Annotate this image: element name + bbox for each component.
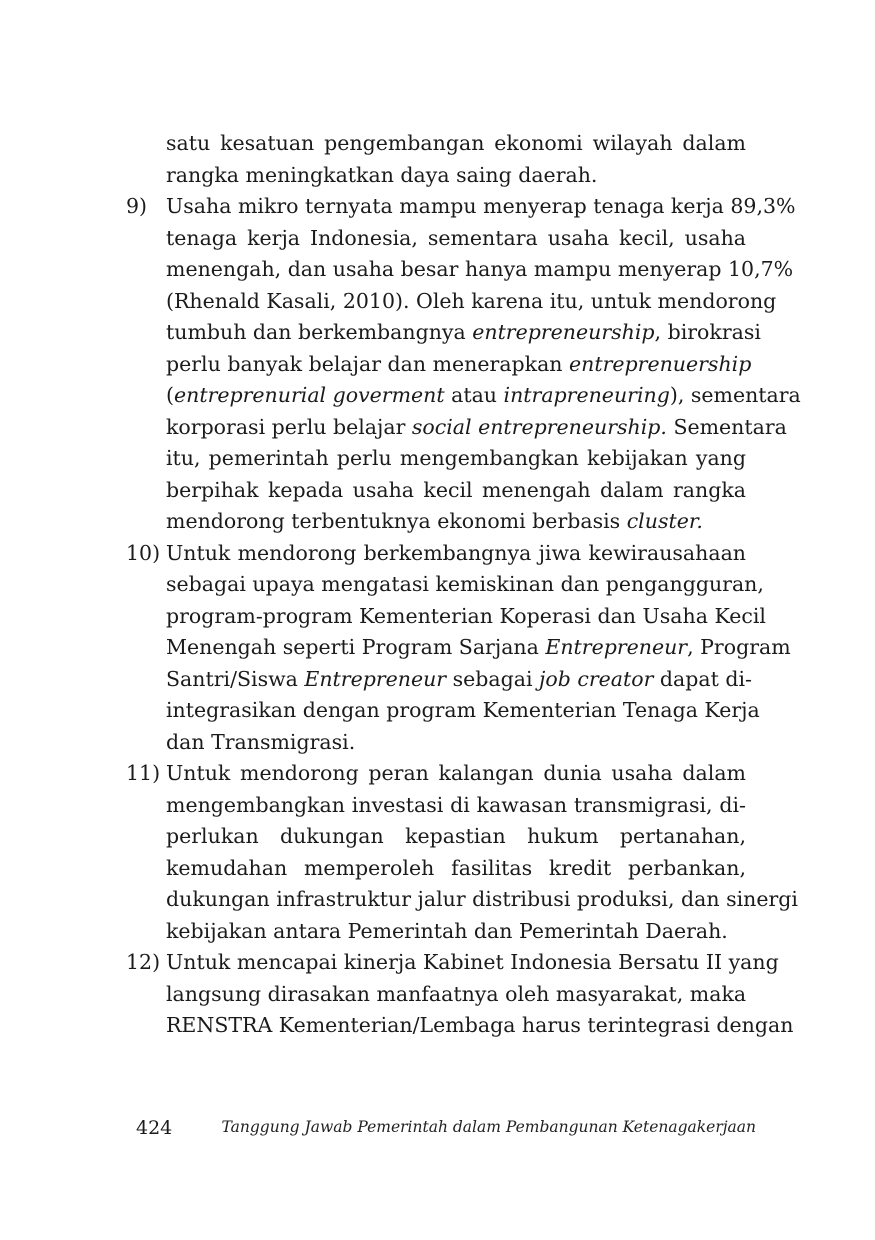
text-line bbox=[126, 695, 760, 727]
text-line bbox=[126, 947, 779, 979]
line-text bbox=[166, 349, 752, 381]
list-item bbox=[126, 758, 798, 947]
line-text bbox=[166, 538, 746, 570]
text-segment: berpihak kepada usaha kecil menengah dalam rangka bbox=[166, 477, 746, 502]
text-line bbox=[126, 254, 794, 286]
text-segment: dan Transmigrasi. bbox=[166, 729, 356, 754]
line-text bbox=[166, 979, 746, 1011]
text-segment: Menengah seperti Program Sarjana bbox=[166, 635, 546, 659]
italic-term: entreprenurial goverment bbox=[174, 383, 445, 407]
numbered-list bbox=[126, 128, 801, 1042]
line-text bbox=[166, 916, 746, 948]
text-line bbox=[126, 821, 746, 853]
text-segment: Sementara bbox=[666, 414, 787, 439]
text-segment: program-program Kementerian Koperasi dan Usaha Kecil bbox=[166, 603, 766, 628]
text-line bbox=[126, 569, 764, 601]
italic-term: entrepreneurship bbox=[472, 320, 655, 344]
line-text bbox=[166, 412, 787, 444]
text-segment: tenaga kerja Indonesia, sementara usaha kecil, usaha bbox=[166, 225, 746, 250]
list-item bbox=[126, 191, 801, 538]
text-line bbox=[126, 758, 746, 790]
italic-term: intrapreneuring bbox=[503, 383, 670, 407]
line-text bbox=[166, 223, 746, 255]
text-segment: perlukan dukungan kepastian hukum pertanahan, bbox=[166, 824, 746, 848]
text-line bbox=[126, 664, 752, 696]
list-item-number: 10) bbox=[126, 540, 161, 565]
text-segment: integrasikan dengan program Kementerian Tenaga Kerja bbox=[166, 698, 760, 722]
line-text bbox=[166, 632, 791, 664]
list-item bbox=[126, 538, 791, 759]
text-segment: Untuk mencapai kinerja Kabinet Indonesia Bersatu II yang bbox=[166, 950, 779, 974]
page-footer bbox=[136, 1117, 756, 1145]
line-text bbox=[166, 947, 779, 979]
line-text bbox=[166, 160, 746, 192]
text-segment: langsung dirasakan manfaatnya oleh masyarakat, maka bbox=[166, 981, 747, 1006]
line-text bbox=[166, 380, 801, 412]
text-line bbox=[126, 160, 746, 192]
text-segment: Untuk mendorong berkembangnya jiwa kewirausahaan bbox=[166, 540, 746, 565]
text-segment: sebagai bbox=[446, 666, 540, 691]
text-line bbox=[126, 475, 746, 507]
line-text bbox=[166, 821, 746, 853]
text-line bbox=[126, 727, 746, 759]
list-item-number: 11) bbox=[126, 761, 161, 785]
text-segment: rangka meningkatkan daya saing daerah. bbox=[166, 162, 598, 187]
text-segment: sebagai upaya mengatasi kemiskinan dan pengangguran, bbox=[166, 572, 764, 596]
line-text bbox=[166, 443, 746, 475]
text-line bbox=[126, 412, 787, 444]
text-line bbox=[126, 128, 746, 160]
text-line bbox=[126, 979, 746, 1011]
text-segment: kebijakan antara Pemerintah dan Pemerintah Daerah. bbox=[166, 918, 728, 943]
text-line bbox=[126, 884, 798, 916]
line-text bbox=[166, 569, 764, 601]
text-segment: Untuk mendorong peran kalangan dunia usaha dalam bbox=[166, 761, 746, 785]
text-segment: perlu banyak belajar dan menerapkan bbox=[166, 351, 570, 376]
text-segment: , birokrasi bbox=[654, 320, 761, 344]
line-text bbox=[166, 664, 752, 696]
text-segment: itu, pemerintah perlu mengembangkan kebijakan yang bbox=[166, 446, 746, 470]
text-line bbox=[126, 601, 766, 633]
italic-term: Entrepreneur bbox=[545, 635, 688, 659]
text-line bbox=[126, 506, 746, 538]
line-text bbox=[166, 128, 746, 160]
line-text bbox=[166, 475, 746, 507]
line-text bbox=[166, 695, 760, 727]
line-text bbox=[166, 1010, 794, 1042]
line-text bbox=[166, 758, 746, 790]
list-item bbox=[126, 947, 794, 1042]
text-segment: Usaha mikro ternyata mampu menyerap tenaga kerja 89,3% bbox=[166, 194, 796, 218]
list-item-number: 9) bbox=[126, 194, 148, 218]
text-segment: dukungan infrastruktur jalur distribusi produksi, dan sinergi bbox=[166, 887, 798, 911]
line-text bbox=[166, 727, 746, 759]
text-segment: menengah, dan usaha besar hanya mampu menyerap 10,7% bbox=[166, 257, 794, 281]
text-line bbox=[126, 349, 752, 381]
text-segment: dapat di- bbox=[653, 666, 752, 691]
text-line bbox=[126, 538, 746, 570]
text-line bbox=[126, 853, 746, 885]
italic-term: entreprenuership bbox=[569, 351, 752, 376]
line-text bbox=[166, 853, 746, 885]
text-line bbox=[126, 286, 777, 318]
italic-term: social entrepreneurship. bbox=[411, 414, 667, 439]
text-line bbox=[126, 916, 746, 948]
text-segment: ), sementara bbox=[669, 383, 801, 407]
text-segment: , Program bbox=[687, 635, 791, 659]
italic-term: cluster. bbox=[626, 509, 703, 533]
text-line bbox=[126, 317, 761, 349]
line-text bbox=[166, 884, 798, 916]
text-line bbox=[126, 380, 801, 412]
text-segment: ( bbox=[166, 383, 174, 407]
text-line bbox=[126, 223, 746, 255]
italic-term: Entrepreneur bbox=[304, 666, 447, 691]
text-line bbox=[126, 790, 746, 822]
line-text bbox=[166, 506, 746, 538]
text-segment: RENSTRA Kementerian/Lembaga harus terintegrasi dengan bbox=[166, 1013, 794, 1037]
text-segment: Santri/Siswa bbox=[166, 666, 305, 691]
text-segment: mengembangkan investasi di kawasan transmigrasi, di- bbox=[166, 792, 746, 817]
line-text bbox=[166, 317, 761, 349]
text-line bbox=[126, 443, 746, 475]
page-number: 424 bbox=[136, 1117, 173, 1139]
running-title: Tanggung Jawab Pemerintah dalam Pembangunan Ketenagakerjaan bbox=[221, 1118, 756, 1136]
text-segment: korporasi perlu belajar bbox=[166, 414, 412, 439]
line-text bbox=[166, 286, 777, 318]
text-segment: kemudahan memperoleh fasilitas kredit perbankan, bbox=[166, 855, 746, 880]
line-text bbox=[166, 254, 794, 286]
italic-term: job creator bbox=[539, 666, 654, 691]
text-line bbox=[126, 632, 791, 664]
text-line bbox=[126, 191, 796, 223]
line-text bbox=[166, 191, 796, 223]
text-segment: satu kesatuan pengembangan ekonomi wilayah dalam bbox=[166, 131, 746, 155]
line-text bbox=[166, 601, 766, 633]
text-segment: atau bbox=[444, 383, 504, 407]
text-segment: mendorong terbentuknya ekonomi berbasis bbox=[166, 509, 627, 533]
list-item-number: 12) bbox=[126, 950, 161, 974]
text-segment: (Rhenald Kasali, 2010). Oleh karena itu, untuk mendorong bbox=[166, 288, 777, 313]
text-segment: tumbuh dan berkembangnya bbox=[166, 320, 473, 344]
line-text bbox=[166, 790, 746, 822]
continued-paragraph bbox=[126, 128, 746, 191]
text-line bbox=[126, 1010, 794, 1042]
